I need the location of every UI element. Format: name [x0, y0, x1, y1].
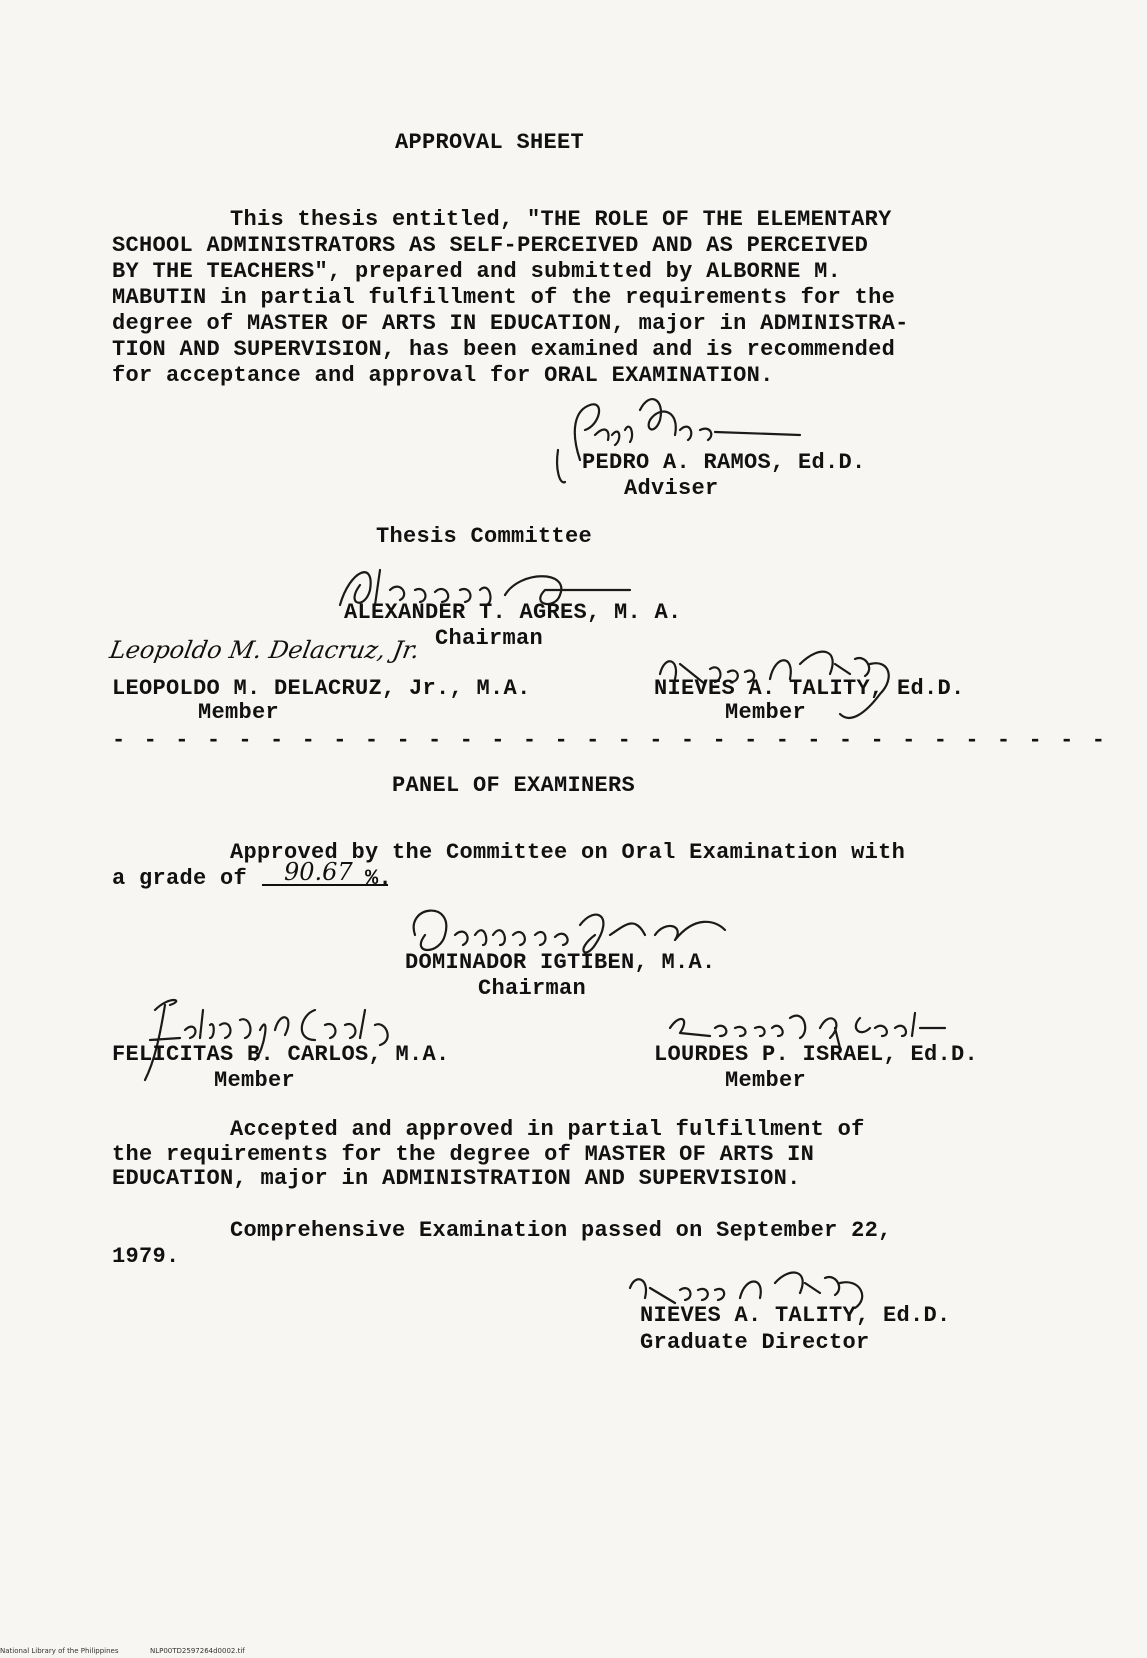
footer-left: National Library of the Philippines: [0, 1647, 119, 1655]
intro-line-3: BY THE TEACHERS", prepared and submitted by ALBORNE M.: [112, 259, 842, 284]
intro-line-1: This thesis entitled, "THE ROLE OF THE ELEMENTARY: [230, 207, 892, 232]
committee-chairman-role: Chairman: [435, 626, 544, 651]
acceptance-line-1: Accepted and approved in partial fulfillment of: [230, 1117, 865, 1142]
thesis-committee-heading: Thesis Committee: [376, 524, 593, 549]
graduate-director-name: NIEVES A. TALITY, Ed.D.: [640, 1303, 951, 1328]
intro-line-4: MABUTIN in partial fulfillment of the requirements for the: [112, 285, 896, 310]
committee-chairman-name: ALEXANDER T. AGRES, M. A.: [344, 600, 682, 625]
panel-approval-line-2-prefix: a grade of: [112, 866, 248, 891]
intro-line-6: TION AND SUPERVISION, has been examined and is recommended: [112, 337, 896, 362]
comprehensive-line-2: 1979.: [112, 1244, 180, 1269]
panel-member-left-role: Member: [214, 1068, 296, 1093]
intro-line-7: for acceptance and approval for ORAL EXAMINATION.: [112, 363, 774, 388]
grade-value: 90.67: [284, 858, 353, 886]
comprehensive-line-1: Comprehensive Examination passed on September 22,: [230, 1218, 892, 1243]
acceptance-line-2: the requirements for the degree of MASTER OF ARTS IN: [112, 1142, 815, 1167]
adviser-name: PEDRO A. RAMOS, Ed.D.: [582, 450, 866, 475]
footer-right: NLP00TD2597264d0002.tif: [150, 1647, 245, 1655]
panel-member-left-name: FELICITAS B. CARLOS, M.A.: [112, 1042, 450, 1067]
panel-member-right-role: Member: [725, 1068, 807, 1093]
grade-suffix: %.: [365, 866, 393, 891]
panel-approval-line-1: Approved by the Committee on Oral Examination with: [230, 840, 906, 865]
intro-line-5: degree of MASTER OF ARTS IN EDUCATION, major in ADMINISTRA-: [112, 311, 909, 336]
panel-heading: PANEL OF EXAMINERS: [392, 773, 636, 798]
graduate-director-role: Graduate Director: [640, 1330, 870, 1355]
committee-member-left-role: Member: [198, 700, 280, 725]
page-title: APPROVAL SHEET: [395, 130, 585, 155]
committee-member-right-role: Member: [725, 700, 807, 725]
panel-member-right-name: LOURDES P. ISRAEL, Ed.D.: [654, 1042, 979, 1067]
committee-member-left-handwritten: Leopoldo M. Delacruz, Jr.: [107, 636, 422, 664]
committee-member-left-signature: [107, 636, 422, 664]
committee-member-left-name: LEOPOLDO M. DELACRUZ, Jr., M.A.: [112, 676, 531, 701]
adviser-role: Adviser: [624, 476, 719, 501]
separator-line: - - - - - - - - - - - - - - - - - - - - - - - - - - - - - - - -: [112, 728, 1108, 753]
acceptance-line-3: EDUCATION, major in ADMINISTRATION AND SUPERVISION.: [112, 1166, 801, 1191]
committee-member-right-name: NIEVES A. TALITY, Ed.D.: [654, 676, 965, 701]
panel-chairman-role: Chairman: [478, 976, 587, 1001]
intro-line-2: SCHOOL ADMINISTRATORS AS SELF-PERCEIVED AND AS PERCEIVED: [112, 233, 869, 258]
panel-chairman-name: DOMINADOR IGTIBEN, M.A.: [405, 950, 716, 975]
